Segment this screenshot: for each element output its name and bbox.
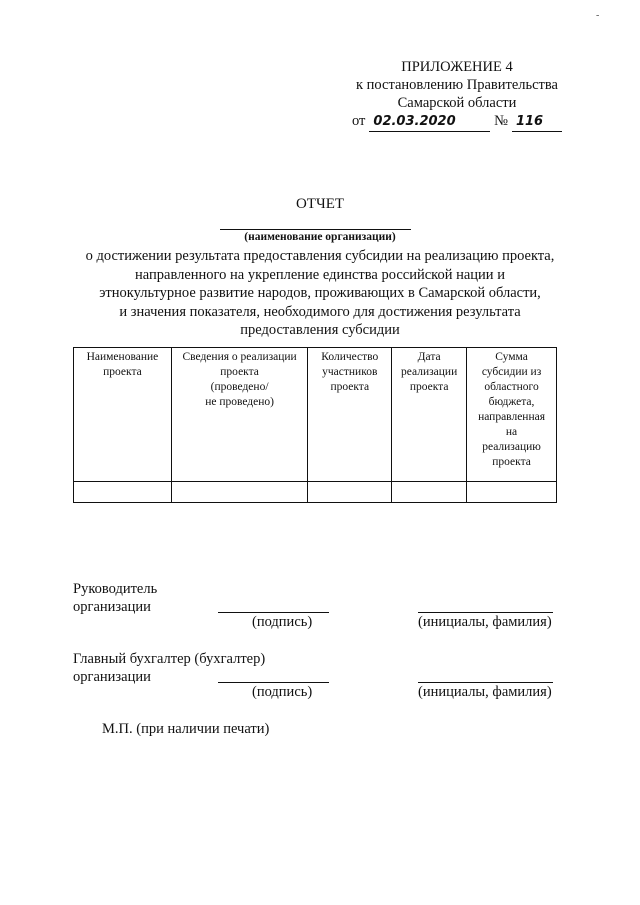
annex-line-2: Самарской области — [397, 95, 517, 111]
accountant-name-caption: (инициалы, фамилия) — [418, 684, 552, 700]
handwritten-number: 116 — [512, 113, 562, 132]
accountant-label-line-2: организации — [73, 669, 151, 685]
annex-block — [352, 58, 562, 132]
table-cell[interactable] — [74, 482, 172, 503]
organization-caption: (наименование организации) — [244, 231, 396, 243]
organization-blank-line — [220, 229, 411, 230]
number-prefix: № — [494, 113, 508, 129]
report-table — [73, 347, 557, 503]
annex-line-1: к постановлению Правительства — [356, 77, 558, 93]
accountant-signature-caption: (подпись) — [252, 684, 313, 700]
accountant-signature-label — [73, 650, 265, 686]
table-cell[interactable] — [392, 482, 467, 503]
table-cell[interactable] — [308, 482, 392, 503]
stamp-note: М.П. (при наличии печати) — [102, 721, 270, 737]
annex-date-line — [352, 112, 562, 132]
report-description — [60, 247, 580, 340]
head-name-line[interactable] — [418, 612, 553, 613]
annex-title: ПРИЛОЖЕНИЕ 4 — [401, 59, 513, 75]
header-implementation-info: Сведения о реализации проекта (проведено/ не проведено) — [171, 348, 308, 482]
description-line: предоставления субсидии — [240, 322, 400, 338]
description-line: этнокультурное развитие народов, проживающих в Самарской области, — [99, 285, 541, 301]
description-line: о достижении результата предоставления субсидии на реализацию проекта, — [85, 248, 555, 264]
date-prefix: от — [352, 113, 366, 129]
accountant-signature-line[interactable] — [218, 682, 329, 683]
accountant-name-line[interactable] — [418, 682, 553, 683]
handwritten-date: 02.03.2020 — [369, 113, 490, 132]
table-cell[interactable] — [467, 482, 557, 503]
head-label-line-1: Руководитель — [73, 581, 158, 597]
head-name-caption: (инициалы, фамилия) — [418, 614, 552, 630]
header-subsidy-amount: Сумма субсидии из областного бюджета, направленная на реализацию проекта — [467, 348, 557, 482]
accountant-label-line-1: Главный бухгалтер (бухгалтер) — [73, 651, 266, 667]
table-cell[interactable] — [171, 482, 308, 503]
header-project-name: Наименование проекта — [74, 348, 172, 482]
table-header-row — [74, 348, 557, 482]
report-title: ОТЧЕТ — [295, 196, 345, 212]
description-line: направленного на укрепление единства российской нации и — [135, 266, 505, 283]
head-label-line-2: организации — [73, 599, 151, 615]
header-implementation-date: Дата реализации проекта — [392, 348, 467, 482]
head-signature-caption: (подпись) — [252, 614, 313, 630]
head-signature-line[interactable] — [218, 612, 329, 613]
head-signature-label — [73, 580, 157, 616]
description-line: и значения показателя, необходимого для достижения результата — [119, 303, 521, 320]
table-row — [74, 482, 557, 503]
corner-mark: - — [596, 10, 600, 21]
header-participants-count: Количество участников проекта — [308, 348, 392, 482]
